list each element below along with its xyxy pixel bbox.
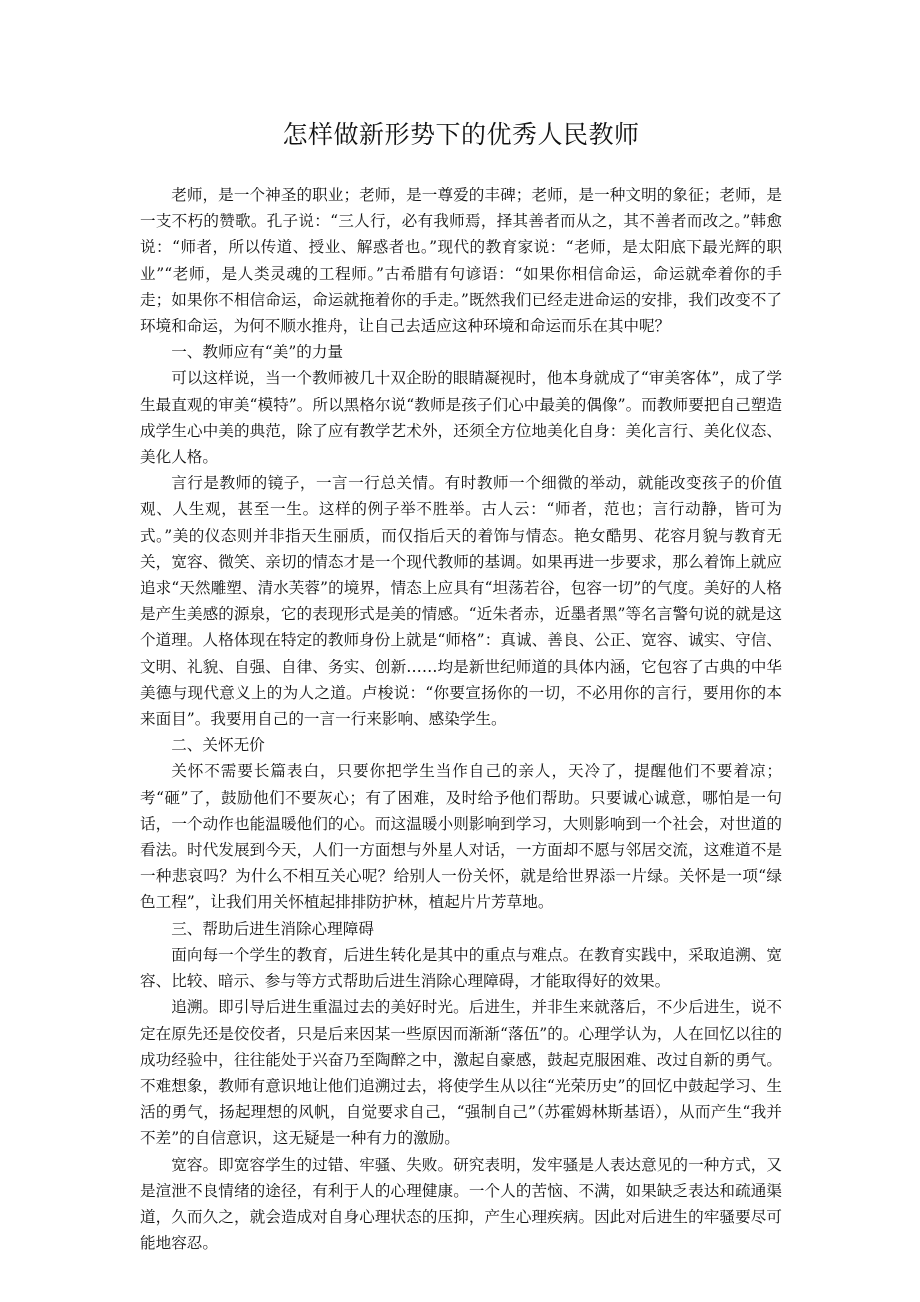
paragraph-tolerance: 宽容。即宽容学生的过错、牢骚、失败。研究表明，发牢骚是人表达意见的一种方式，又是渲泄不良情绪的途径，有利于人的心理健康。一个人的苦恼、不满，如果缺乏表达和疏通渠道，久而久之，就会造成对自身心理状态的压抑，产生心理疾病。因此对后进生的牢骚要尽可能地容忍。	[140, 1155, 782, 1253]
section-heading-2: 二、关怀无价	[171, 736, 265, 755]
paragraph-retrospect: 追溯。即引导后进生重温过去的美好时光。后进生，并非生来就落后，不少后进生，说不定在原先还是佼佼者，只是后来因某一些原因而渐渐“落伍”的。心理学认为，人在回忆以往的成功经验中，往往能处于兴奋乃至陶醉之中，激起自豪感，鼓起克服困难、改过自新的勇气。不难想象，教师有意识地让他们追溯过去，将使学生从以往“光荣历史”的回忆中鼓起学习、生活的勇气，扬起理想的风帆，自觉要求自己，“强制自己”（苏霍姆林斯基语），从而产生“我并不差”的自信意识，这无疑是一种有力的激励。	[140, 998, 782, 1148]
paragraph-help-intro: 面向每一个学生的教育，后进生转化是其中的重点与难点。在教育实践中，采取追溯、宽容、比较、暗示、参与等方式帮助后进生消除心理障碍，才能取得好的效果。	[140, 945, 782, 991]
section-heading-3: 三、帮助后进生消除心理障碍	[171, 919, 374, 938]
document-title: 怎样做新形势下的优秀人民教师	[282, 120, 640, 149]
paragraph-beauty-2: 言行是教师的镜子，一言一行总关情。有时教师一个细微的举动，就能改变孩子的价值观、人生观，甚至一生。这样的例子举不胜举。古人云：“师者，范也；言行动静，皆可为式。”美的仪态则并非指天生丽质，而仅指后天的着饰与情态。艳女酷男、花容月貌与教育无关，宽容、微笑、亲切的情态才是一个现代教师的基调。如果再进一步要求，那么着饰上就应追求“天然雕塑、清水芙蓉”的境界，情态上应具有“坦荡若谷，包容一切”的气度。美好的人格是产生美感的源泉，它的表现形式是美的情感。“近朱者赤，近墨者黑”等名言警句说的就是这个道理。人格体现在特定的教师身份上就是“师格”：真诚、善良、公正、宽容、诚实、守信、文明、礼貌、自强、自律、务实、创新……均是新世纪师道的具体内涵，它包容了古典的中华美德与现代意义上的为人之道。卢梭说：“你要宣扬你的一切，不必用你的言行，要用你的本来面目”。我要用自己的一言一行来影响、感染学生。	[140, 474, 782, 729]
section-heading-1: 一、教师应有“美”的力量	[171, 343, 344, 362]
paragraph-care: 关怀不需要长篇表白，只要你把学生当作自己的亲人，天冷了，提醒他们不要着凉；考“砸”了，鼓励他们不要灰心；有了困难，及时给予他们帮助。只要诚心诚意，哪怕是一句话，一个动作也能温暖他们的心。而这温暖小则影响到学习，大则影响到一个社会，对世道的看法。时代发展到今天，人们一方面想与外星人对话，一方面却不愿与邻居交流，这难道不是一种悲哀吗？为什么不相互关心呢？给别人一份关怀，就是给世界添一片绿。关怀是一项“绿色工程”，让我们用关怀植起排排防护林，植起片片芳草地。	[140, 762, 782, 912]
paragraph-intro: 老师，是一个神圣的职业；老师，是一尊爱的丰碑；老师，是一种文明的象征；老师，是一支不朽的赞歌。孔子说：“三人行，必有我师焉，择其善者而从之，其不善者而改之。”韩愈说：“师者，所以传道、授业、解惑者也。”现代的教育家说：“老师，是太阳底下最光辉的职业”“老师，是人类灵魂的工程师。”古希腊有句谚语：“如果你相信命运，命运就牵着你的手走；如果你不相信命运，命运就拖着你的手走。”既然我们已经走进命运的安排，我们改变不了环境和命运，为何不顺水推舟，让自己去适应这种环境和命运而乐在其中呢？	[140, 186, 782, 336]
paragraph-beauty-1: 可以这样说，当一个教师被几十双企盼的眼睛凝视时，他本身就成了“审美客体”，成了学生最直观的审美“模特”。所以黑格尔说“教师是孩子们心中最美的偶像”。而教师要把自己塑造成学生心中美的典范，除了应有教学艺术外，还须全方位地美化自身：美化言行、美化仪态、美化人格。	[140, 369, 782, 467]
